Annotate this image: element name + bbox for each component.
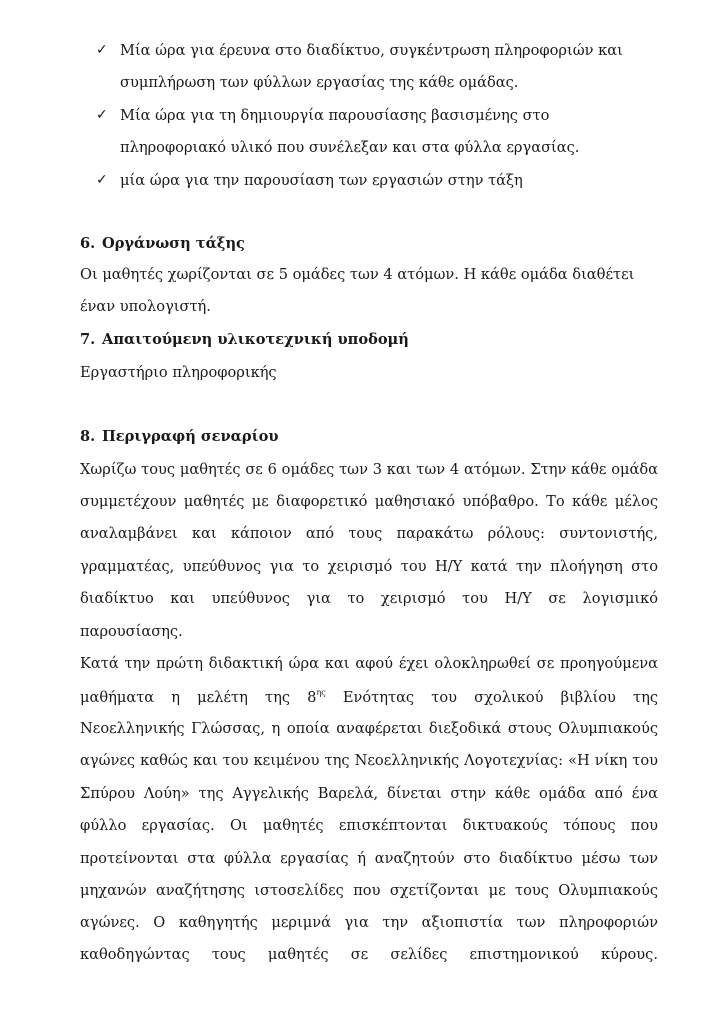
body-line: Οι μαθητές χωρίζονται σε 5 ομάδες των 4 ατόμων. Η κάθε ομάδα διαθέτει [80, 266, 635, 283]
section-title: Οργάνωση τάξης [102, 235, 245, 252]
checkmark-icon: ✓ [96, 172, 108, 188]
text-fragment: μαθήματα η μελέτη της 8 [80, 689, 317, 706]
body-line: γραμματέας, υπεύθυνος για το χειρισμό του Η/Υ κατά την πλοήγηση στο [80, 558, 658, 575]
body-line: αγώνες καθώς και του κειμένου της Νεοελληνικής Λογοτεχνίας: «Η νίκη του [80, 752, 658, 769]
body-line: διαδίκτυο και υπεύθυνος για το χειρισμό του Η/Υ σε λογισμικό [80, 590, 658, 607]
checklist-item-1-line-2: συμπλήρωση των φύλλων εργασίας της κάθε ομάδας. [120, 74, 519, 91]
body-line: Κατά την πρώτη διδακτική ώρα και αφού έχει ολοκληρωθεί σε προηγούμενα [80, 655, 658, 672]
body-line: συμμετέχουν μαθητές με διαφορετικό μαθησιακό υπόβαθρο. Το κάθε μέλος [80, 493, 658, 510]
body-line: καθοδηγώντας τους μαθητές σε σελίδες επιστημονικού κύρους. [80, 946, 658, 963]
section-title: Περιγραφή σεναρίου [102, 428, 279, 445]
body-line-with-superscript [80, 688, 658, 706]
body-line: μηχανών αναζήτησης ιστοσελίδες που σχετίζονται με τους Ολυμπιακούς [80, 882, 658, 899]
body-line: παρουσίασης. [80, 623, 183, 640]
body-line: Εργαστήριο πληροφορικής [80, 364, 277, 381]
body-line: προτείνονται στα φύλλα εργασίας ή αναζητούν στο διαδίκτυο μέσω των [80, 850, 658, 867]
body-line: φύλλο εργασίας. Οι μαθητές επισκέπτονται δικτυακούς τόπους που [80, 817, 658, 834]
section-number: 7. [80, 331, 96, 348]
checklist-item-2-line-2: πληροφοριακό υλικό που συνέλεξαν και στα φύλλα εργασίας. [120, 139, 580, 156]
section-8-heading [80, 428, 279, 445]
section-number: 6. [80, 235, 96, 252]
body-line: έναν υπολογιστή. [80, 298, 211, 315]
section-title: Απαιτούμενη υλικοτεχνική υποδομή [102, 331, 409, 348]
body-line: Νεοελληνικής Γλώσσας, η οποία αναφέρεται διεξοδικά στους Ολυμπιακούς [80, 720, 658, 737]
checkmark-icon: ✓ [96, 42, 108, 58]
body-line: αναλαμβάνει και κάποιον από τους παρακάτω ρόλους: συντονιστής, [80, 525, 658, 542]
checklist-item-1-line-1: Μία ώρα για έρευνα στο διαδίκτυο, συγκέντρωση πληροφοριών και [120, 42, 623, 59]
section-6-heading [80, 235, 245, 252]
ordinal-superscript: ης [316, 688, 326, 697]
body-line: Χωρίζω τους μαθητές σε 6 ομάδες των 3 και των 4 ατόμων. Στην κάθε ομάδα [80, 461, 658, 478]
text-fragment: Ενότητας του σχολικού βιβλίου της [325, 689, 658, 706]
checkmark-icon: ✓ [96, 107, 108, 123]
checklist-item-3-line-1: μία ώρα για την παρουσίαση των εργασιών στην τάξη [120, 172, 523, 189]
checklist-item-2-line-1: Μία ώρα για τη δημιουργία παρουσίασης βασισμένης στο [120, 107, 550, 124]
section-number: 8. [80, 428, 96, 445]
section-7-heading [80, 331, 409, 348]
body-line: Σπύρου Λούη» της Αγγελικής Βαρελά, δίνεται στην κάθε ομάδα από ένα [80, 785, 658, 802]
body-line: αγώνες. Ο καθηγητής μεριμνά για την αξιοπιστία των πληροφοριών [80, 914, 658, 931]
